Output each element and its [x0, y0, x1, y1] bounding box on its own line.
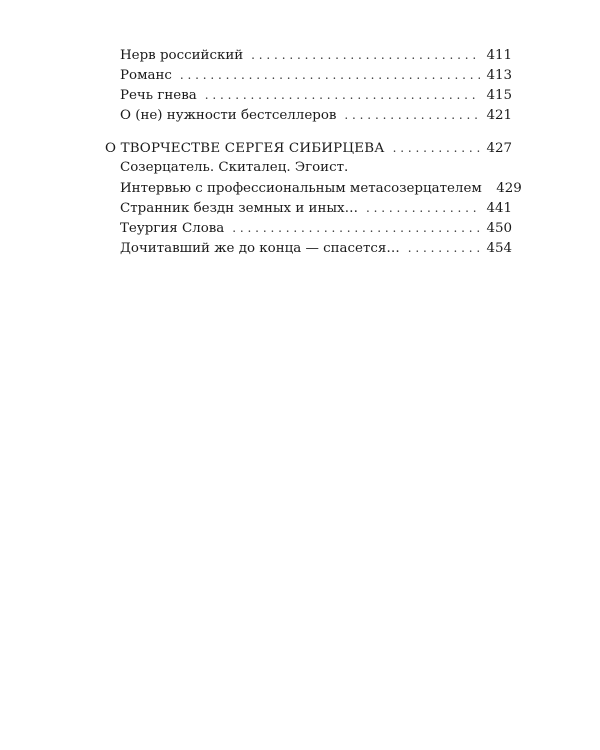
- toc-section-title: О ТВОРЧЕСТВЕ СЕРГЕЯ СИБИРЦЕВА: [105, 141, 385, 156]
- dot-leader: [205, 85, 480, 105]
- toc-subtitle: Созерцатель. Скиталец. Эгоист.: [120, 160, 349, 175]
- toc-entry-page: 411: [486, 48, 512, 63]
- dot-leader: [393, 138, 480, 158]
- toc-entry-page: 454: [486, 241, 512, 256]
- toc-entry-title: О (не) нужности бестселлеров: [120, 108, 337, 123]
- toc-entry-page: 413: [486, 68, 512, 83]
- toc-entry-page: 441: [486, 201, 512, 216]
- dot-leader: [408, 238, 480, 258]
- toc-entry-title: Нерв российский: [120, 48, 244, 63]
- toc-section-page: 427: [486, 141, 512, 156]
- toc-entry: [120, 85, 512, 105]
- dot-leader: [251, 45, 480, 65]
- toc-entry-page: 415: [486, 88, 512, 103]
- toc-entry: [120, 218, 512, 238]
- toc-entry-title: Романс: [120, 68, 172, 83]
- toc-entry: [120, 45, 512, 65]
- toc-entry-title: Теургия Слова: [120, 221, 225, 236]
- dot-leader: [232, 218, 480, 238]
- toc-entry-title: Интервью с профессиональным метасозерцателем: [120, 181, 482, 196]
- toc-entry: [120, 105, 512, 125]
- dot-leader: [366, 198, 480, 218]
- toc-entry-page: 429: [496, 181, 522, 196]
- toc-entry: [120, 65, 512, 85]
- toc-entry: [120, 238, 512, 258]
- toc-entry-page: 421: [486, 108, 512, 123]
- toc-entry-title: Дочитавший же до конца — спасется…: [120, 241, 400, 256]
- toc-entry: [120, 178, 522, 198]
- toc-entry-title: Речь гнева: [120, 88, 197, 103]
- dot-leader: [180, 65, 480, 85]
- toc-entry: [120, 198, 512, 218]
- toc-section-entry: [105, 138, 512, 158]
- toc-entry-title: Странник бездн земных и иных…: [120, 201, 358, 216]
- dot-leader: [344, 105, 480, 125]
- toc-entry-page: 450: [486, 221, 512, 236]
